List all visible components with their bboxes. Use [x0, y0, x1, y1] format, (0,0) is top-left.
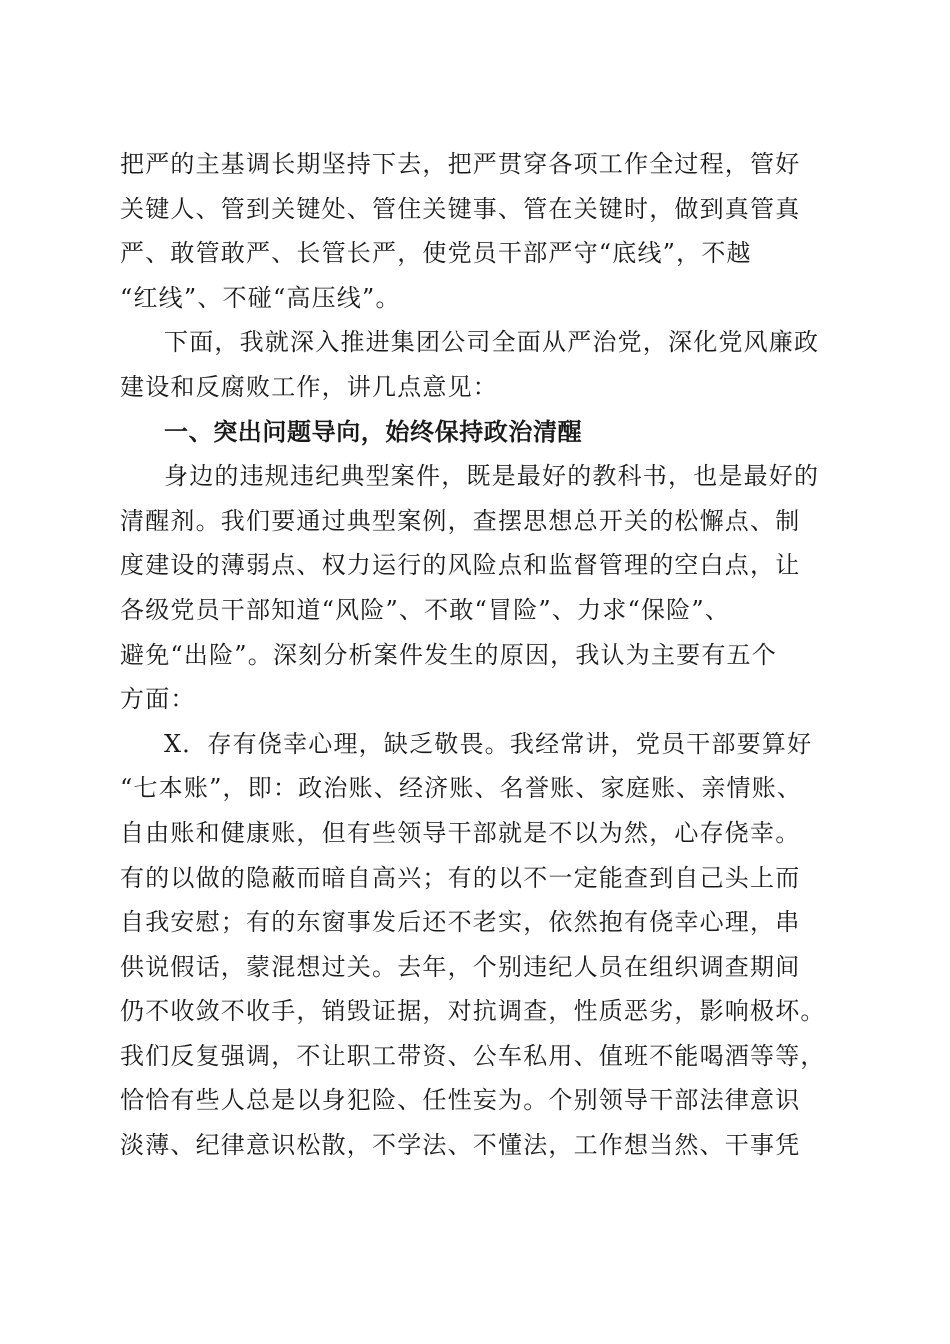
- paragraph-line: 度建设的薄弱点、权力运行的风险点和监督管理的空白点，让: [120, 551, 801, 580]
- paragraph-line: “七本账”，即：政治账、经济账、名誉账、家庭账、亲情账、: [120, 774, 803, 803]
- paragraph-line: 淡薄、纪律意识松散，不学法、不懂法，工作想当然、干事凭: [120, 1131, 801, 1160]
- paragraph-line: 自我安慰；有的东窗事发后还不老实，依然抱有侥幸心理，串: [120, 908, 801, 937]
- paragraph-line: 我们反复强调，不让职工带资、公车私用、值班不能喝酒等等，: [120, 1041, 826, 1070]
- paragraph-line: 关键人、管到关键处、管住关键事、管在关键时，做到真管真: [120, 194, 801, 223]
- paragraph-line: 避免“出险”。深刻分析案件发生的原因，我认为主要有五个: [120, 640, 777, 669]
- paragraph-line: 仍不收敛不收手，销毁证据，对抗调查，性质恶劣，影响极坏。: [120, 997, 826, 1026]
- section-heading: 一、突出问题导向，始终保持政治清醒: [164, 417, 583, 446]
- paragraph-line: 自由账和健康账，但有些领导干部就是不以为然，心存侥幸。: [120, 818, 801, 847]
- paragraph-line: 清醒剂。我们要通过典型案例，查摆思想总开关的松懈点、制: [120, 506, 801, 535]
- paragraph-line: “红线”、不碰“高压线”。: [120, 283, 401, 312]
- paragraph-line: 有的以做的隐蔽而暗自高兴；有的以不一定能查到自己头上而: [120, 863, 801, 892]
- paragraph-line: 恰恰有些人总是以身犯险、任性妄为。个别领导干部法律意识: [120, 1086, 801, 1115]
- paragraph-line: 方面：: [120, 685, 196, 714]
- paragraph-line: 把严的主基调长期坚持下去，把严贯穿各项工作全过程，管好: [120, 150, 801, 178]
- paragraph-line: 建设和反腐败工作，讲几点意见：: [120, 372, 498, 401]
- paragraph-line: 身边的违规违纪典型案件，既是最好的教科书，也是最好的: [164, 462, 820, 491]
- paragraph-line: 严、敢管敢严、长管长严，使党员干部严守“底线”，不越: [120, 239, 752, 268]
- document-body: [120, 142, 850, 1168]
- paragraph-line: X．存有侥幸心理，缺乏敬畏。我经常讲，党员干部要算好: [164, 729, 813, 758]
- paragraph-line: 下面，我就深入推进集团公司全面从严治党，深化党风廉政: [164, 328, 820, 357]
- paragraph-line: 供说假话，蒙混想过关。去年，个别违纪人员在组织调查期间: [120, 952, 801, 981]
- paragraph-line: 各级党员干部知道“风险”、不敢“冒险”、力求“保险”、: [120, 595, 731, 624]
